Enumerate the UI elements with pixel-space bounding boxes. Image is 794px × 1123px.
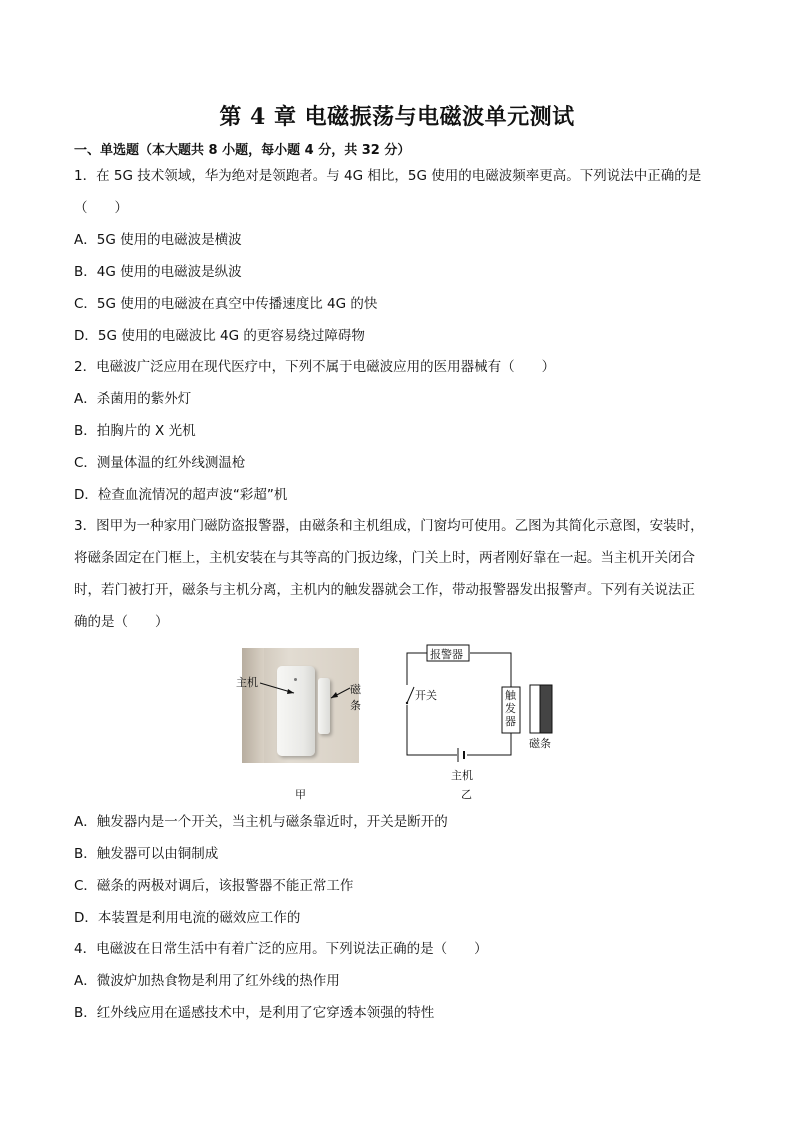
- page-title: 第 4 章 电磁振荡与电磁波单元测试: [219, 104, 575, 130]
- magnet-strip-north: [530, 685, 540, 733]
- question-1-option-b: B．4G 使用的电磁波是纵波: [74, 264, 242, 280]
- question-1-option-d: D．5G 使用的电磁波比 4G 的更容易绕过障碍物: [74, 328, 365, 344]
- question-3-stem-line-4: 确的是（ ）: [74, 614, 169, 630]
- question-1-option-a: A．5G 使用的电磁波是横波: [74, 232, 242, 248]
- question-2-option-b: B．拍胸片的 X 光机: [74, 423, 196, 439]
- question-1-stem-line-1: 1．在 5G 技术领域，华为绝对是领跑者。与 4G 相比，5G 使用的电磁波频率更高。下列说法中正确的是: [74, 168, 702, 184]
- question-2-option-d: D．检查血流情况的超声波“彩超”机: [74, 487, 288, 503]
- question-3-stem-line-3: 时，若门被打开，磁条与主机分离，主机内的触发器就会工作，带动报警器发出报警声。下列有关说法正: [74, 582, 695, 598]
- trigger-label: 触发器: [505, 689, 516, 728]
- question-4-stem: 4．电磁波在日常生活中有着广泛的应用。下列说法正确的是（ ）: [74, 941, 488, 957]
- question-1-stem-line-2: （ ）: [74, 200, 128, 216]
- question-4-option-b: B．红外线应用在遥感技术中，是利用了它穿透本领强的特性: [74, 1005, 435, 1021]
- host-label: 主机: [451, 769, 473, 782]
- question-4-option-a: A．微波炉加热食物是利用了红外线的热作用: [74, 973, 340, 989]
- alarm-label: 报警器: [430, 648, 463, 661]
- circuit-diagram: [242, 645, 572, 805]
- magnet-strip-south: [540, 685, 552, 733]
- caption-jia: 甲: [295, 788, 306, 801]
- question-3-option-a: A．触发器内是一个开关，当主机与磁条靠近时，开关是断开的: [74, 814, 448, 830]
- section-heading: 一、单选题（本大题共 8 小题，每小题 4 分，共 32 分）: [74, 143, 411, 158]
- question-2-option-a: A．杀菌用的紫外灯: [74, 391, 192, 407]
- question-1-option-c: C．5G 使用的电磁波在真空中传播速度比 4G 的快: [74, 296, 378, 312]
- magnet-label: 磁条: [529, 737, 551, 750]
- question-3-option-b: B．触发器可以由铜制成: [74, 846, 219, 862]
- photo-magnet-label: 磁条: [350, 683, 361, 712]
- photo-host-label: 主机: [236, 676, 258, 689]
- question-3-stem-line-2: 将磁条固定在门框上，主机安装在与其等高的门扳边缘，门关上时，两者刚好靠在一起。当主机开关闭合: [74, 550, 695, 566]
- question-3-option-c: C．磁条的两极对调后，该报警器不能正常工作: [74, 878, 354, 894]
- question-3-figure: [236, 645, 572, 805]
- question-3-stem-line-1: 3．图甲为一种家用门磁防盗报警器，由磁条和主机组成，门窗均可使用。乙图为其简化示意图，安装时，: [74, 518, 704, 534]
- question-2-option-c: C．测量体温的红外线测温枪: [74, 455, 246, 471]
- switch-label: 开关: [415, 689, 437, 702]
- caption-yi: 乙: [461, 788, 472, 801]
- question-3-option-d: D．本装置是利用电流的磁效应工作的: [74, 910, 301, 926]
- question-2-stem: 2．电磁波广泛应用在现代医疗中，下列不属于电磁波应用的医用器械有（ ）: [74, 359, 556, 375]
